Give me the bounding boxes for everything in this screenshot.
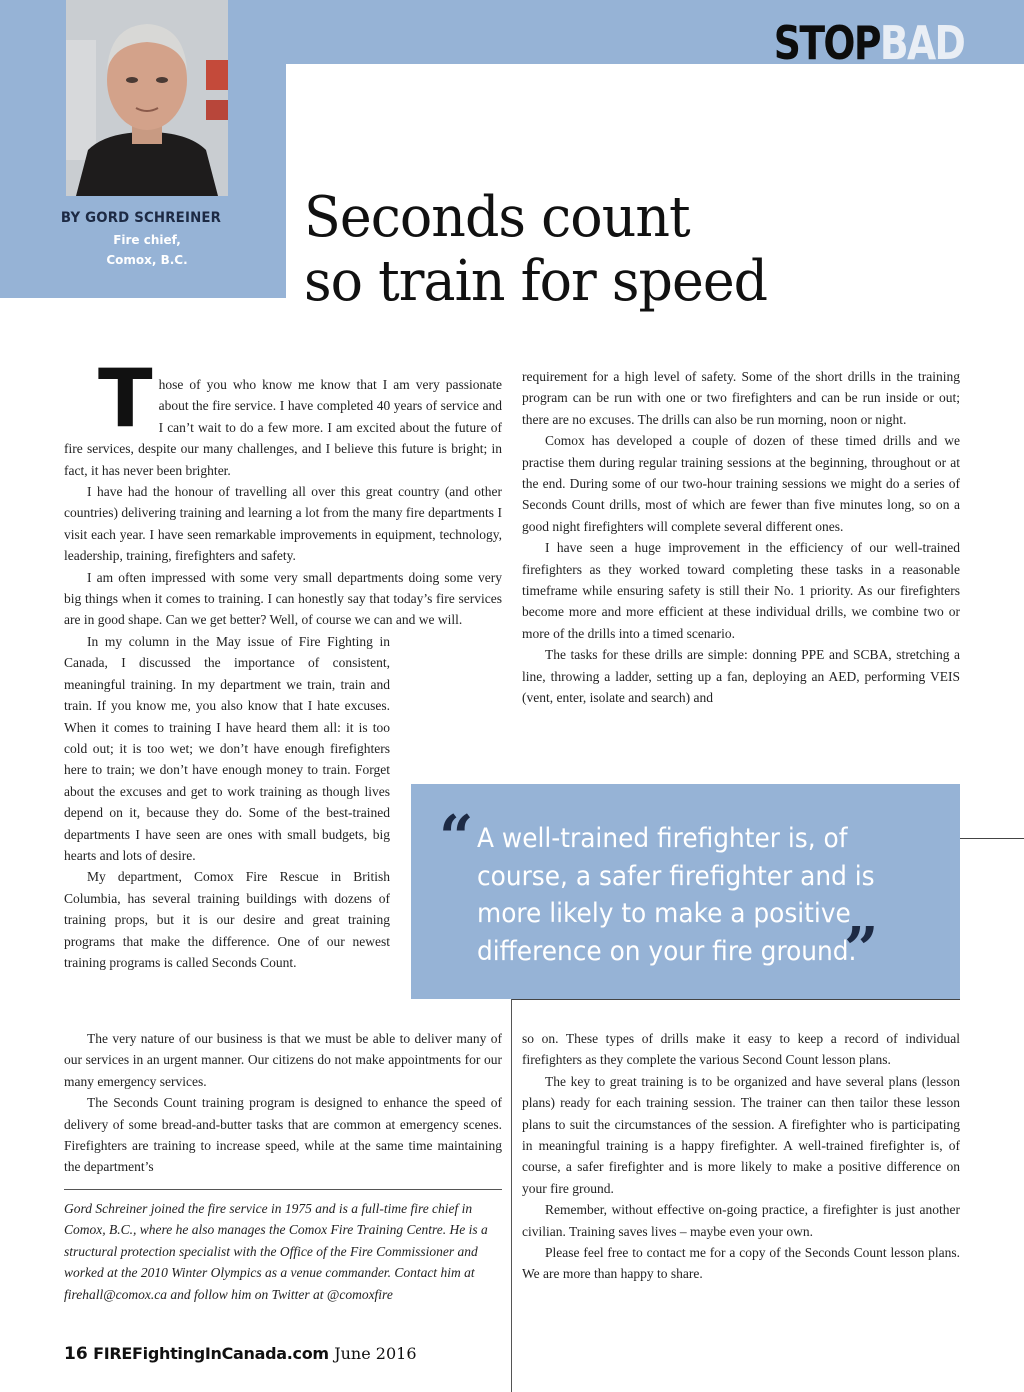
article-title [304, 186, 767, 314]
close-quote-icon: ” [844, 915, 879, 985]
author-bio: Gord Schreiner joined the fire service in 1975 and is a full-time fire chief in Comox, B.C., where he also manages the Comox Fire Training Centre. He is a structural protection specialist with the Office of the Fire Commissioner and worked at the 2010 Winter Olympics as a venue commander. Contact him at firehall@comox.ca and follow him on Twitter at @comoxfire [64, 1201, 488, 1302]
title-line-1: Seconds count [304, 185, 690, 250]
brand-stop: STOP [773, 16, 880, 70]
page-footer [64, 1344, 417, 1364]
footer-site: FIREFightingInCanada.com [93, 1344, 329, 1363]
pull-quote [411, 784, 960, 999]
divider [512, 999, 960, 1000]
paragraph: The very nature of our business is that we must be able to deliver many of our services in an urgent manner. Our citizens do not make appointments for our many emergency services. [64, 1031, 502, 1089]
paragraph: I have had the honour of travelling all over this great country (and other countries) delivering training and learning a lot from the many fire departments I visit each year. I have seen remarkable improvements in equipment, technology, leadership, training, firefighters and safety. [64, 484, 502, 564]
brand-bad: BAD [879, 16, 964, 70]
paragraph: so on. These types of drills make it easy to keep a record of individual firefighters as they complete the various Second Count lesson plans. [522, 1031, 960, 1068]
column-divider [511, 999, 512, 1392]
byline [60, 210, 228, 270]
article-column-right-lower [522, 1028, 960, 1285]
title-line-2: so train for speed [304, 249, 768, 314]
paragraph: My department, Comox Fire Rescue in British Columbia, has several training buildings with dozens of training props, but it is our desire and great training programs that make the difference. One of our newest training programs is called Seconds Count. [64, 869, 390, 970]
paragraph: The Seconds Count training program is designed to enhance the speed of delivery of some bread-and-butter tasks that are common at emergency scenes. Firefighters are training to increase speed, while at the same time maintaining the department’s [64, 1095, 502, 1175]
drop-cap: T [98, 352, 153, 445]
page-number: 16 [64, 1344, 88, 1364]
paragraph: requirement for a high level of safety. Some of the short drills in the training program can be run with one or two firefighters and can be run inside or out; there are no excuses. The drills can also be run morning, noon or night. [522, 369, 960, 427]
author-name: BY GORD SCHREINER [60, 210, 222, 226]
pull-quote-text: A well-trained firefighter is, of course, a safer firefighter and is more likely to make a positive difference on your fire ground. [477, 823, 875, 967]
paragraph: The tasks for these drills are simple: donning PPE and SCBA, stretching a line, throwing a ladder, setting up a fan, deploying an AED, performing VEIS (vent, enter, isolate and search) and [522, 647, 960, 706]
section-brand [773, 16, 964, 70]
paragraph [64, 352, 502, 481]
article-column-right [522, 366, 960, 709]
paragraph-text: hose of you who know me know that I am very passionate about the fire service. I have completed 40 years of service and I can’t wait to do a few more. I am excited about the future of fire services, despite our many challenges, and I believe this future is bright; in fact, it has never been brighter. [64, 377, 502, 478]
open-quote-icon: “ [439, 803, 474, 873]
article-column-left-lower [64, 1028, 502, 1178]
author-location: Comox, B.C. [106, 253, 188, 267]
paragraph: The key to great training is to be organized and have several plans (lesson plans) ready for each training session. The trainer can then tailor these lesson plans to suit the circumstances of the session. A firefighter who is participating in meaningful training is a happy firefighter. A well-trained firefighter is, of course, a safer firefighter and is more likely to make a positive difference on your fire ground. [522, 1073, 960, 1196]
author-title: Fire chief, [113, 233, 181, 247]
divider [960, 838, 1024, 839]
bio-divider [64, 1189, 502, 1190]
paragraph: I have seen a huge improvement in the efficiency of our well-trained firefighters as they worked toward completing these tasks in a reasonable timeframe while ensuring safety is still their No. 1 priority. As our firefighters become more and more efficient at these individual drills, we combine two or more of the drills into a timed scenario. [522, 540, 960, 641]
footer-date: June 2016 [334, 1344, 417, 1363]
paragraph: Remember, without effective on-going practice, a firefighter is just another civilian. Training saves lives – maybe even your own. [522, 1202, 960, 1239]
paragraph: Comox has developed a couple of dozen of these timed drills and we practise them during regular training sessions at the beginning, throughout or at the end. During some of our two-hour training sessions we might do a series of Seconds Count drills, most of which are fewer than five minutes long, so on a good night firefighters will complete several different ones. [522, 433, 960, 534]
paragraph: I am often impressed with some very small departments doing some very big things when it comes to training. I can honestly say that today’s fire services are in good shape. Can we get better? Well, of course we can and we will. [64, 569, 502, 628]
author-photo [66, 0, 228, 196]
paragraph: In my column in the May issue of Fire Fighting in Canada, I discussed the importance of consistent, meaningful training. In my department we train, train and train. If you know me, you also know that I hate excuses. When it comes to training I have heard them all: it is too cold out; it is too wet; we don’t have enough firefighters here to train; we don’t have enough money to train. Forget about the excuses and get to work training as though lives depend on it, because they do. Some of the best-trained departments I have seen are ones with small budgets, big hearts and lots of desire. [64, 633, 390, 863]
paragraph: Please feel free to contact me for a copy of the Seconds Count lesson plans. We are more than happy to share. [522, 1245, 960, 1282]
